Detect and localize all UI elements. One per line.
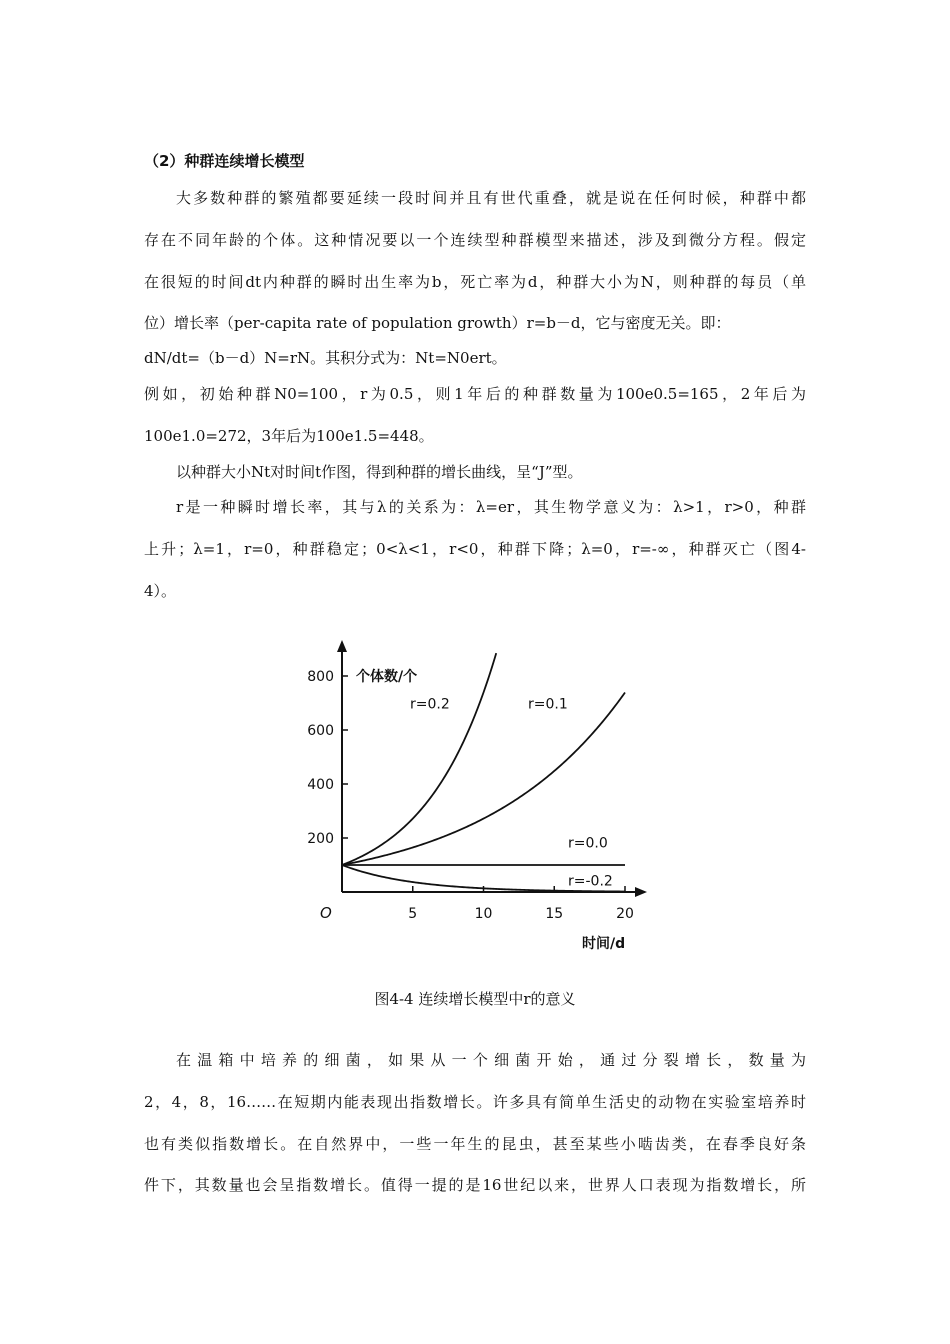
paragraph-line: 上升；λ=1，r=0，种群稳定；0<λ<1，r<0，种群下降；λ=0，r=-∞，种群灭亡（图4- [144, 540, 806, 558]
paragraph-line: 件下，其数量也会呈指数增长。值得一提的是16世纪以来，世界人口表现为指数增长，所 [144, 1176, 806, 1194]
paragraph-line: 在很短的时间dt内种群的瞬时出生率为b，死亡率为d，种群大小为N，则种群的每员（单 [144, 273, 806, 291]
x-tick-label: 10 [474, 906, 493, 922]
y-tick-label: 400 [307, 777, 334, 793]
y-axis-title: 个体数/个 [356, 669, 418, 685]
y-axis-arrow [337, 640, 347, 652]
x-axis-title: 时间/d [582, 936, 626, 952]
paragraph-line: 大多数种群的繁殖都要延续一段时间并且有世代重叠，就是说在任何时候，种群中都 [176, 189, 806, 207]
y-tick-label: 600 [307, 723, 334, 739]
series-label: r=0.0 [568, 835, 608, 852]
series-label: r=0.1 [528, 696, 568, 713]
paragraph-line: 在温箱中培养的细菌，如果从一个细菌开始，通过分裂增长，数量为 [176, 1051, 806, 1069]
paragraph-line: 例如，初始种群N0=100，r为0.5，则1年后的种群数量为100e0.5=165，2年后为 [144, 385, 806, 403]
paragraph-line: 2，4，8，16……在短期内能表现出指数增长。许多具有简单生活史的动物在实验室培养时 [144, 1093, 806, 1111]
paragraph-line: r是一种瞬时增长率，其与λ的关系为：λ=er，其生物学意义为：λ>1，r>0，种群 [176, 498, 806, 516]
paragraph-line: 100e1.0=272，3年后为100e1.5=448。 [144, 427, 434, 445]
paragraph-line: 存在不同年龄的个体。这种情况要以一个连续型种群模型来描述，涉及到微分方程。假定 [144, 231, 806, 249]
figure-caption: 图4-4 连续增长模型中r的意义 [374, 990, 576, 1008]
paragraph-line: 也有类似指数增长。在自然界中，一些一年生的昆虫，甚至某些小啮齿类，在春季良好条 [144, 1135, 806, 1153]
paragraph-line: 4）。 [144, 582, 177, 600]
paragraph-line: 以种群大小Nt对时间t作图，得到种群的增长曲线，呈“J”型。 [176, 463, 583, 481]
growth-curve-chart [290, 630, 670, 960]
y-tick-label: 200 [307, 831, 334, 847]
paragraph-line: 位）增长率（per-capita rate of population growth）r=b－d，它与密度无关。即： [144, 314, 731, 332]
x-tick-label: 5 [408, 906, 418, 922]
x-tick-label: 15 [545, 906, 564, 922]
y-tick-label: 800 [307, 669, 334, 685]
series-label: r=-0.2 [568, 873, 613, 890]
series-label: r=0.2 [410, 696, 450, 713]
section-heading: （2）种群连续增长模型 [144, 152, 305, 170]
x-axis-arrow [635, 887, 647, 897]
x-tick-label: 20 [616, 906, 634, 922]
paragraph-line: dN/dt=（b－d）N=rN。其积分式为：Nt=N0ert。 [144, 349, 507, 367]
origin-label: O [320, 904, 332, 922]
